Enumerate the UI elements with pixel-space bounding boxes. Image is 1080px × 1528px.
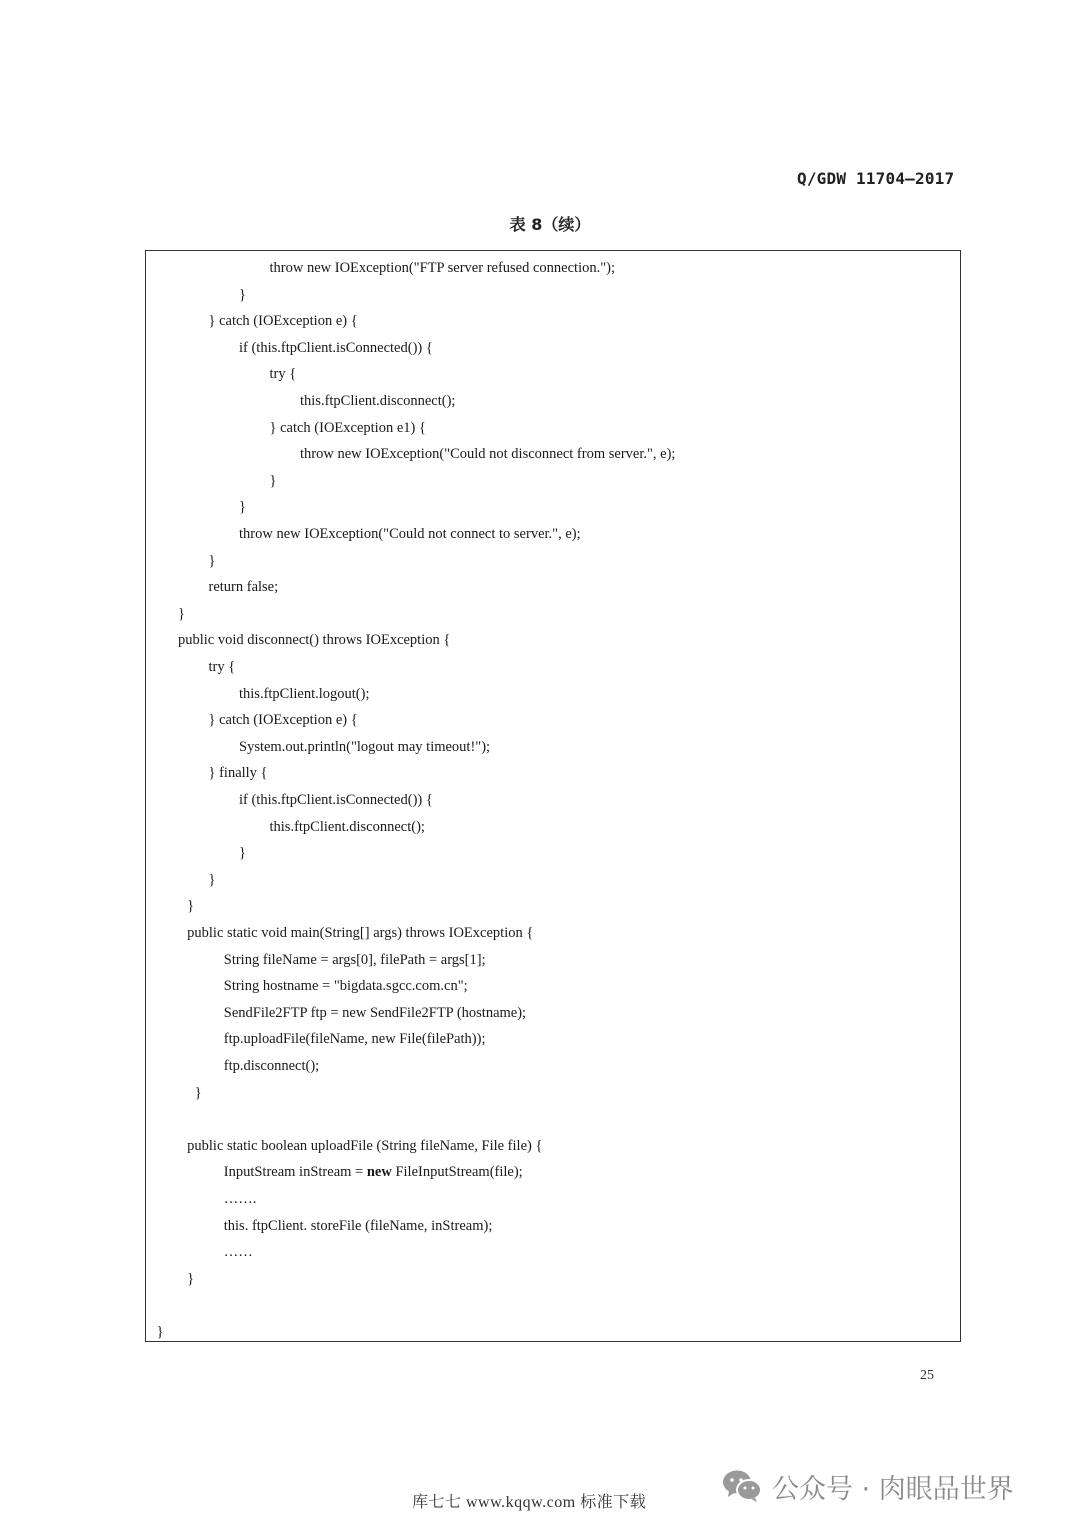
code-line: } (187, 1270, 195, 1287)
code-line: System.out.println("logout may timeout!"); (239, 738, 491, 755)
code-line: throw new IOException("Could not disconnect from server.", e); (300, 446, 676, 463)
code-line: throw new IOException("Could not connect to server.", e); (239, 526, 581, 542)
code-line: } (239, 499, 246, 516)
code-line: SendFile2FTP ftp = new SendFile2FTP (hostname); (223, 1004, 527, 1021)
code-line: } (156, 1324, 164, 1340)
code-line: throw new IOException("FTP server refused connection."); (269, 260, 616, 276)
code-keyword: new (366, 1164, 392, 1181)
wechat-watermark (722, 1466, 1014, 1506)
code-line: } (194, 1084, 202, 1101)
code-line: this.ftpClient.disconnect(); (300, 393, 456, 409)
code-line: } (208, 552, 216, 569)
code-line: String fileName = args[0], filePath = args[1]; (223, 951, 486, 968)
code-line: } (239, 286, 246, 303)
code-line: } (187, 898, 195, 915)
table-caption: 表 8（续） (509, 215, 591, 234)
download-source-note: 库七七 www.kqqw.com 标准下载 (412, 1494, 647, 1511)
code-line: } (269, 472, 277, 489)
code-line: …… (223, 1244, 253, 1261)
code-line: this. ftpClient. storeFile (fileName, inStream); (223, 1217, 493, 1234)
code-listing-box (145, 250, 961, 1342)
code-line: return false; (208, 579, 279, 596)
code-line: } (178, 605, 185, 622)
code-line: public static void main(String[] args) throws IOException { (187, 925, 534, 941)
standard-number: Q/GDW 11704—2017 (797, 169, 955, 188)
code-line: } catch (IOException e) { (208, 313, 358, 330)
code-line: } catch (IOException e) { (208, 712, 358, 729)
code-line: } finally { (208, 765, 268, 782)
code-line: public void disconnect() throws IOException { (178, 632, 451, 649)
wechat-icon (722, 1469, 762, 1503)
code-line: public static boolean uploadFile (String fileName, File file) { (187, 1137, 543, 1154)
code-line: ftp.disconnect(); (223, 1058, 320, 1074)
code-line: try { (269, 366, 297, 383)
code-line: ftp.uploadFile(fileName, new File(filePath)); (223, 1031, 486, 1048)
code-line: this.ftpClient.disconnect(); (269, 818, 425, 835)
code-line: if (this.ftpClient.isConnected()) { (239, 339, 433, 356)
page-number: 25 (920, 1368, 934, 1383)
code-line: ……. (223, 1191, 257, 1207)
code-line: try { (208, 659, 236, 675)
code-line: String hostname = "bigdata.sgcc.com.cn"; (223, 978, 468, 995)
code-line: } catch (IOException e1) { (269, 419, 426, 436)
code-line: if (this.ftpClient.isConnected()) { (239, 792, 433, 808)
wechat-account-label: 公众号 · 肉眼品世界 (772, 1473, 1014, 1505)
code-line: this.ftpClient.logout(); (239, 685, 370, 702)
code-line: } (239, 845, 246, 862)
code-line: } (208, 871, 216, 888)
code-line: InputStream inStream = new FileInputStream(file); (223, 1164, 523, 1181)
